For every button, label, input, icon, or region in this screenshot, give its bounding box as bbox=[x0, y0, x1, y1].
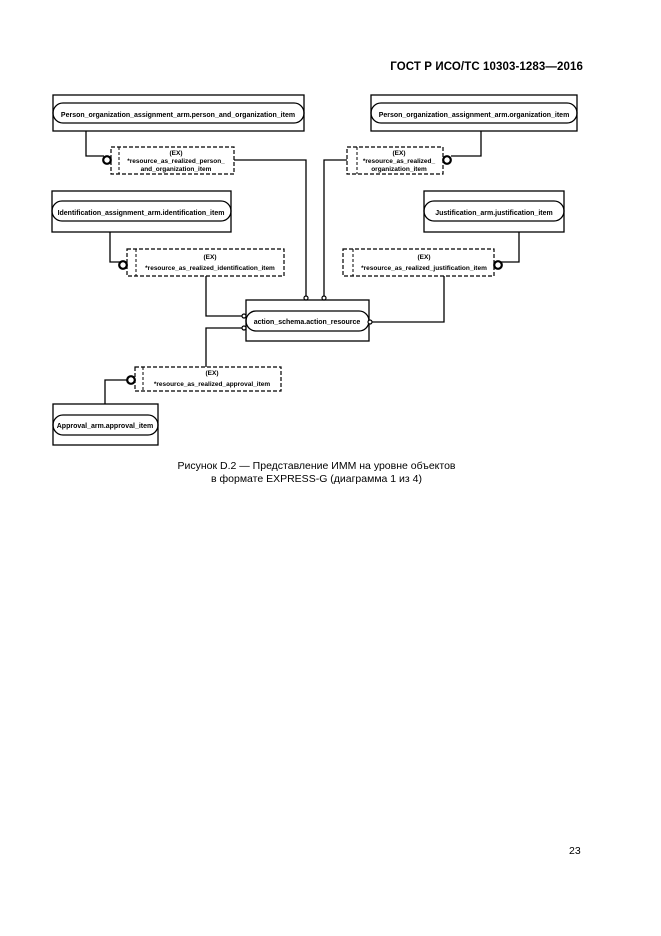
relation-line: *resource_as_realized_identification_item bbox=[145, 265, 275, 272]
entity-approval-item bbox=[53, 404, 158, 445]
relation-start-circle bbox=[103, 156, 111, 164]
relation-end-circle bbox=[368, 320, 372, 324]
relation-tag: (EX) bbox=[205, 370, 219, 377]
relation-org bbox=[347, 147, 443, 174]
entity-label: Justification_arm.justification_item bbox=[435, 210, 553, 217]
relation-end-circle bbox=[242, 314, 246, 318]
figure-caption-line2: в формате EXPRESS-G (диаграмма 1 из 4) bbox=[211, 473, 422, 485]
relation-start-circle bbox=[443, 156, 451, 164]
entity-action-resource bbox=[246, 300, 369, 341]
entity-org-item bbox=[371, 95, 577, 131]
relation-start-circle bbox=[127, 376, 135, 384]
relation-justification bbox=[343, 249, 494, 276]
relation-line: *resource_as_realized_justification_item bbox=[361, 265, 487, 272]
relation-line: *resource_as_realized_approval_item bbox=[153, 381, 271, 388]
entity-justification-item bbox=[424, 191, 564, 232]
relation-tag: (EX) bbox=[203, 254, 217, 261]
relation-start-circle bbox=[119, 261, 127, 269]
relation-line: and_organization_item bbox=[140, 166, 212, 173]
page-number: 23 bbox=[569, 845, 581, 857]
relation-person-org bbox=[111, 147, 234, 174]
relation-identification bbox=[127, 249, 284, 276]
entity-label: action_schema.action_resource bbox=[253, 319, 361, 326]
relation-tag: (EX) bbox=[392, 150, 406, 157]
entity-label: Identification_assignment_arm.identification_item bbox=[57, 210, 225, 217]
entity-label: Person_organization_assignment_arm.organization_item bbox=[378, 112, 570, 119]
relation-start-circle bbox=[494, 261, 502, 269]
entity-identification-item bbox=[52, 191, 231, 232]
entity-label: Person_organization_assignment_arm.person_and_organization_item bbox=[60, 112, 296, 119]
figure-caption-line1: Рисунок D.2 — Представление ИММ на уровне объектов bbox=[177, 460, 456, 472]
relation-tag: (EX) bbox=[169, 150, 183, 157]
relation-approval bbox=[135, 367, 281, 391]
relation-tag: (EX) bbox=[417, 254, 431, 261]
relation-end-circle bbox=[322, 296, 326, 300]
relation-line: *resource_as_realized_person_ bbox=[127, 158, 225, 165]
relation-line: organization_item bbox=[371, 166, 427, 173]
entity-person-org-item bbox=[53, 95, 304, 131]
entity-label: Approval_arm.approval_item bbox=[56, 423, 154, 430]
relation-end-circle bbox=[304, 296, 308, 300]
relation-line: *resource_as_realized_ bbox=[362, 158, 436, 165]
standard-header: ГОСТ Р ИСО/ТС 10303-1283—2016 bbox=[390, 61, 583, 73]
relation-end-circle bbox=[242, 326, 246, 330]
